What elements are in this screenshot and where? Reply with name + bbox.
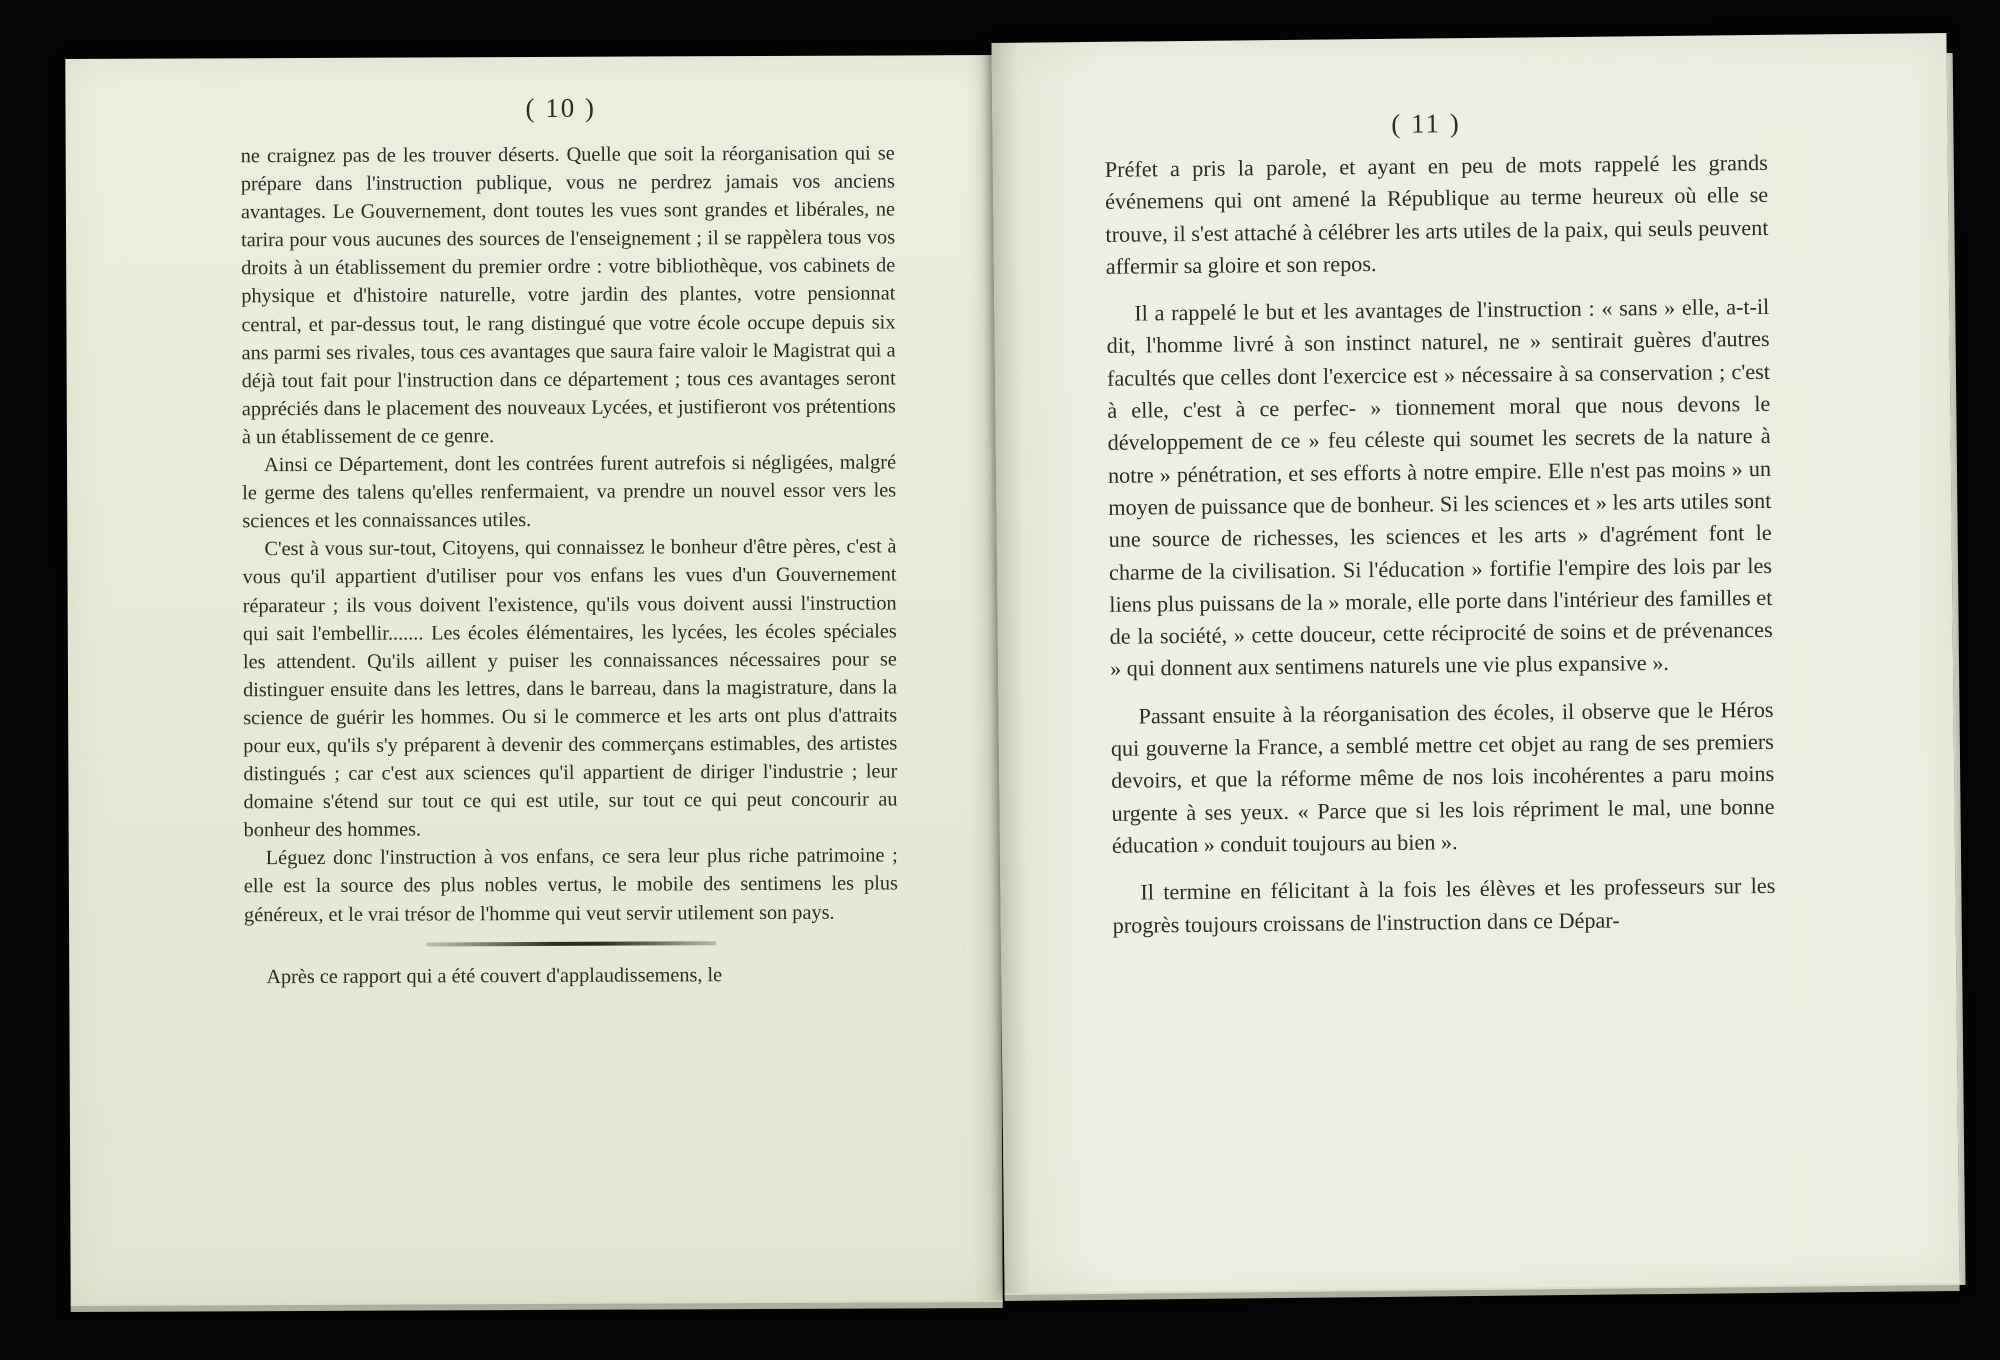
left-page: [65, 55, 1002, 1306]
paragraph: Préfet a pris la parole, et ayant en peu de mots rappelé les grands événemens qui ont amené la République au terme heureux où elle se trouve, il s'est attaché à célébrer les arts utiles de la paix, qui seuls peuvent affermir sa gloire et son repos.: [1104, 149, 1769, 279]
page-number-right: ( 11 ): [1391, 108, 1461, 139]
paragraph: Passant ensuite à la réorganisation des écoles, il observe que le Héros qui gouverne la France, a semblé mettre cet objet au rang de ses premiers devoirs, et que la réforme même de nos lois incohérentes a paru moins urgente à ses yeux. « Parce que si les lois répriment le mal, une bonne éducation » conduit toujours au bien ».: [1110, 696, 1775, 858]
paragraph: Il termine en félicitant à la fois les élèves et les professeurs sur les progrès toujours croissans de l'instruction dans ce Dépar-: [1112, 873, 1776, 938]
left-page-text: [241, 139, 899, 991]
paragraph-closing: Après ce rapport qui a été couvert d'applaudissemens, le: [266, 963, 723, 988]
page-bottom-edge: [1005, 1283, 1960, 1301]
right-page-text: [1105, 147, 1776, 942]
page-number-left: ( 10 ): [525, 92, 597, 124]
section-divider-rule: [426, 941, 716, 946]
paragraph: C'est à vous sur-tout, Citoyens, qui connaissez le bonheur d'être pères, c'est à vous qu'il appartient d'utiliser pour vos enfans les vues d'un Gouvernement réparateur ; ils vous doivent l'existence, qu'ils vous doivent aussi l'instruction qui sait l'embellir....... Les écoles élémentaires, les lycées, les écoles spéciales les attendent. Qu'ils aillent y puiser les connaissances nécessaires pour se distinguer ensuite dans les lettres, dans le barreau, dans la magistrature, dans la science de guérir les hommes. Ou si le commerce et les arts ont plus d'attraits pour eux, qu'ils s'y préparent à devenir des commerçans estimables, des artistes distingués ; car c'est aux sciences qu'il appartient de diriger l'industrie ; leur domaine s'étend sur tout ce qui est utile, sur tout ce qui peut concourir au bonheur des hommes.: [242, 535, 898, 842]
right-page: [991, 33, 1959, 1295]
paragraph: Léguez donc l'instruction à vos enfans, ce sera leur plus riche patrimoine ; elle est la source des plus nobles vertus, le mobile des sentimens les plus généreux, et le vrai trésor de l'homme qui veut servir utilement son pays.: [243, 844, 898, 926]
paragraph: Ainsi ce Département, dont les contrées furent autrefois si négligées, malgré le germe des talens qu'elles renfermaient, va prendre un nouvel essor vers les sciences et les connaissances utiles.: [242, 451, 897, 533]
paragraph: Il a rappelé le but et les avantages de l'instruction : « sans » elle, a-t-il dit, l'homme livré à son instinct naturel, ne » sentirait guères d'autres facultés que celles dont l'exercice est » nécessaire à sa conservation ; c'est à elle, c'est à ce perfec- » tionnement moral que nous devons le développement de ce » feu céleste qui soumet les secrets de la nature à notre » pénétration, et ses efforts à notre empire. Elle n'est pas moins » un moyen de puissance que de bonheur. Si les sciences et » les arts utiles sont une source de richesses, les sciences et les arts » d'agrément font le charme de la civilisation. Si l'éducation » fortifie l'empire des lois par les liens plus puissans de la » morale, elle porte dans l'intérieur des familles et de la société, » cette douceur, cette réciprocité de soins et de prévenances » qui donnent aux sentimens naturels une vie plus expansive ».: [1106, 294, 1773, 682]
page-edge-stack: [1947, 53, 1966, 1285]
page-bottom-edge: [71, 1300, 1003, 1312]
paragraph: ne craignez pas de les trouver déserts. Quelle que soit la réorganisation qui se prépare dans l'instruction publique, vous ne perdrez jamais vos anciens avantages. Le Gouvernement, dont toutes les vues sont grandes et libérales, ne tarira pour vous aucunes des sources de l'enseignement ; il se rappèlera tous vos droits à un établissement du premier ordre : votre bibliothèque, vos cabinets de physique et d'histoire naturelle, votre jardin des plantes, votre pensionnat central, et par-dessus tout, le rang distingué que votre école occupe depuis six ans parmi ses rivales, tous ces avantages que saura faire valoir le Magistrat qui a déjà tout fait pour l'instruction dans ce département ; tous ces avantages seront appréciés dans le placement des nouveaux Lycées, et justifieront vos prétentions à un établissement de ce genre.: [240, 142, 896, 449]
